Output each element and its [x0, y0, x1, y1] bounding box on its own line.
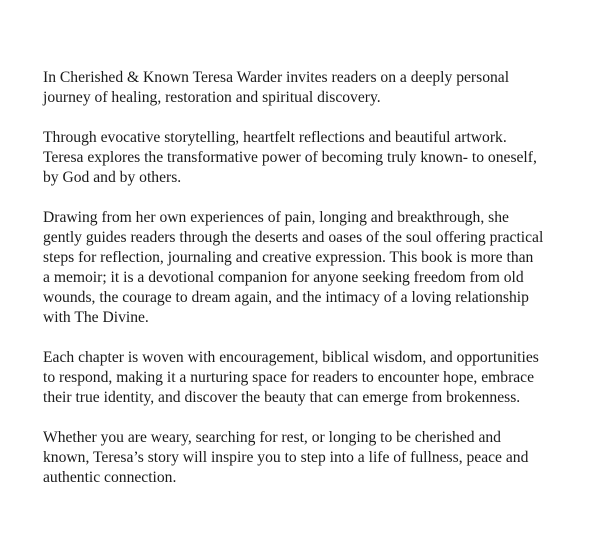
- paragraph-storytelling: Through evocative storytelling, heartfelt reflections and beautiful artwork. Teresa explores the transformative power of becoming truly known- to oneself, by God and by others.: [43, 129, 537, 186]
- paragraph-closing: Whether you are weary, searching for rest, or longing to be cherished and known, Teresa’s story will inspire you to step into a life of fullness, peace and authentic connection.: [43, 429, 529, 486]
- paragraph-experiences: Drawing from her own experiences of pain, longing and breakthrough, she gently guides readers through the deserts and oases of the soul offering practical steps for reflection, journaling and creative expression. This book is more than a memoir; it is a devotional companion for anyone seeking freedom from old wounds, the courage to dream again, and the intimacy of a loving relationship with The Divine.: [43, 209, 544, 326]
- paragraph-chapters: Each chapter is woven with encouragement, biblical wisdom, and opportunities to respond, making it a nurturing space for readers to encounter hope, embrace their true identity, and discover the beauty that can emerge from brokenness.: [43, 349, 539, 406]
- book-description: [43, 68, 583, 488]
- paragraph-intro: In Cherished & Known Teresa Warder invites readers on a deeply personal journey of healing, restoration and spiritual discovery.: [43, 69, 510, 106]
